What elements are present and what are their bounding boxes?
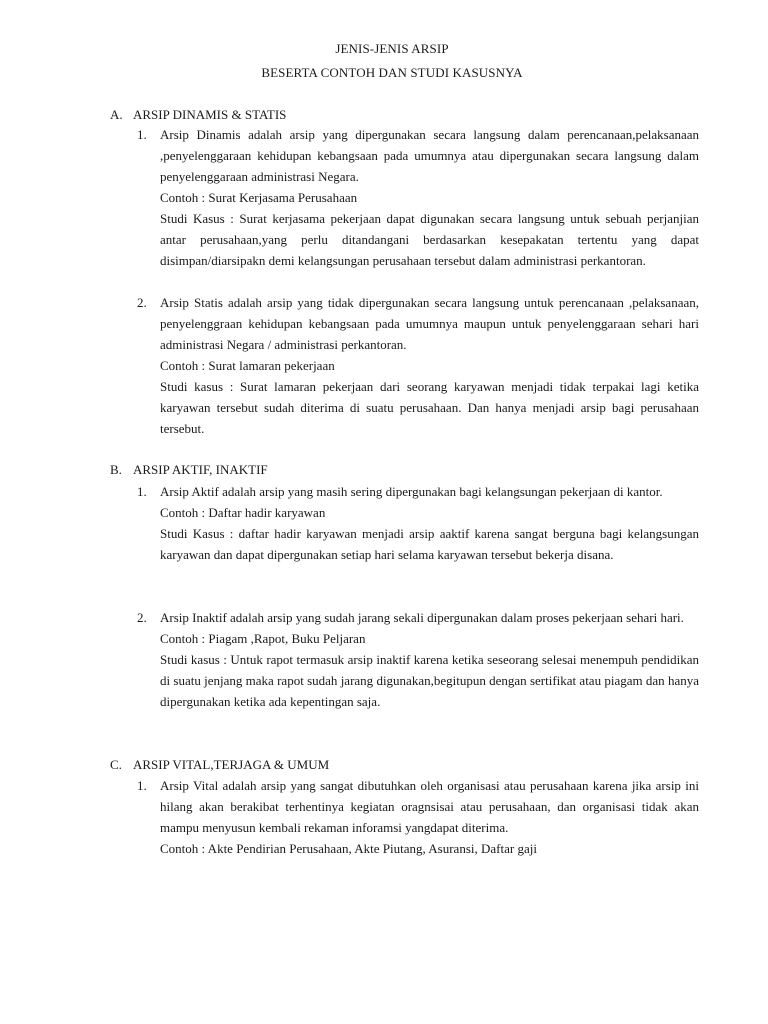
list-item xyxy=(137,775,699,859)
item-number: 1. xyxy=(137,484,147,499)
item-example: Contoh : Surat lamaran pekerjaan xyxy=(160,358,335,373)
document-title: JENIS-JENIS ARSIP xyxy=(335,41,449,56)
item-number: 1. xyxy=(137,127,147,142)
section-heading-a xyxy=(110,107,286,123)
list-item xyxy=(137,292,699,439)
section-letter: B. xyxy=(110,462,122,477)
item-example: Contoh : Daftar hadir karyawan xyxy=(160,505,326,520)
item-definition: Arsip Statis adalah arsip yang tidak dipergunakan secara langsung untuk perencanaan ,pelaksanaan, penyelenggraan kehidupan kebangsaan pada umumnya maupun untuk penyelenggaraan sehari hari administrasi Negara / administrasi perkantoran. xyxy=(160,295,699,352)
section-title: ARSIP VITAL,TERJAGA & UMUM xyxy=(133,757,330,772)
item-example: Contoh : Surat Kerjasama Perusahaan xyxy=(160,190,358,205)
section-heading-b xyxy=(110,462,268,478)
item-case-study: Studi Kasus : Surat kerjasama pekerjaan dapat digunakan secara langsung untuk sebuah perjanjian antar perusahaan,yang perlu ditandangani berdasarkan kesepakatan tertentu yang dapat disimpan/diarsipakn demi kelangsungan perusahaan tersebut dalam administrasi perkantoran. xyxy=(160,211,699,268)
list-item xyxy=(137,607,699,712)
item-definition: Arsip Dinamis adalah arsip yang dipergunakan secara langsung dalam perencanaan,pelaksanaan ,penyelenggaraan kehidupan kebangsaan pada umumnya atau dipergunakan secara langsung dalam penyelenggaraan administrasi Negara. xyxy=(160,127,699,184)
section-letter: C. xyxy=(110,757,122,772)
section-heading-c xyxy=(110,757,329,773)
section-title: ARSIP AKTIF, INAKTIF xyxy=(133,462,268,477)
item-case-study: Studi kasus : Untuk rapot termasuk arsip inaktif karena ketika seseorang selesai menempuh pendidikan di suatu jenjang maka rapot sudah jarang digunakan,begitupun dengan sertifikat atau piagam dan hanya dipergunakan ketika ada kepentingan saja. xyxy=(160,652,699,709)
list-item xyxy=(137,481,699,565)
item-example: Contoh : Akte Pendirian Perusahaan, Akte Piutang, Asuransi, Daftar gaji xyxy=(160,841,537,856)
item-definition: Arsip Inaktif adalah arsip yang sudah jarang sekali dipergunakan dalam proses pekerjaan sehari hari. xyxy=(160,610,684,625)
section-letter: A. xyxy=(110,107,123,122)
item-case-study: Studi Kasus : daftar hadir karyawan menjadi arsip aaktif karena sangat berguna bagi kelangsungan karyawan dan dapat dipergunakan setiap hari selama karyawan tersebut bekerja disana. xyxy=(160,526,699,562)
item-definition: Arsip Vital adalah arsip yang sangat dibutuhkan oleh organisasi atau perusahaan karena jika arsip ini hilang akan berakibat terhentinya kegiatan oragnsisai atau perusahaan, dan organisasi tidak akan mampu menyusun kembali rekaman inforamsi yangdapat diterima. xyxy=(160,778,699,835)
document-subtitle: BESERTA CONTOH DAN STUDI KASUSNYA xyxy=(261,65,523,80)
item-case-study: Studi kasus : Surat lamaran pekerjaan dari seorang karyawan menjadi tidak terpakai lagi ketika karyawan tersebut sudah diterima di suatu perusahaan. Dan hanya menjadi arsip bagi perusahaan tersebut. xyxy=(160,379,699,436)
item-number: 2. xyxy=(137,295,147,310)
item-number: 1. xyxy=(137,778,147,793)
item-definition: Arsip Aktif adalah arsip yang masih sering dipergunakan bagi kelangsungan pekerjaan di kantor. xyxy=(160,484,663,499)
list-item xyxy=(137,124,699,271)
section-title: ARSIP DINAMIS & STATIS xyxy=(133,107,287,122)
item-example: Contoh : Piagam ,Rapot, Buku Peljaran xyxy=(160,631,366,646)
item-number: 2. xyxy=(137,610,147,625)
